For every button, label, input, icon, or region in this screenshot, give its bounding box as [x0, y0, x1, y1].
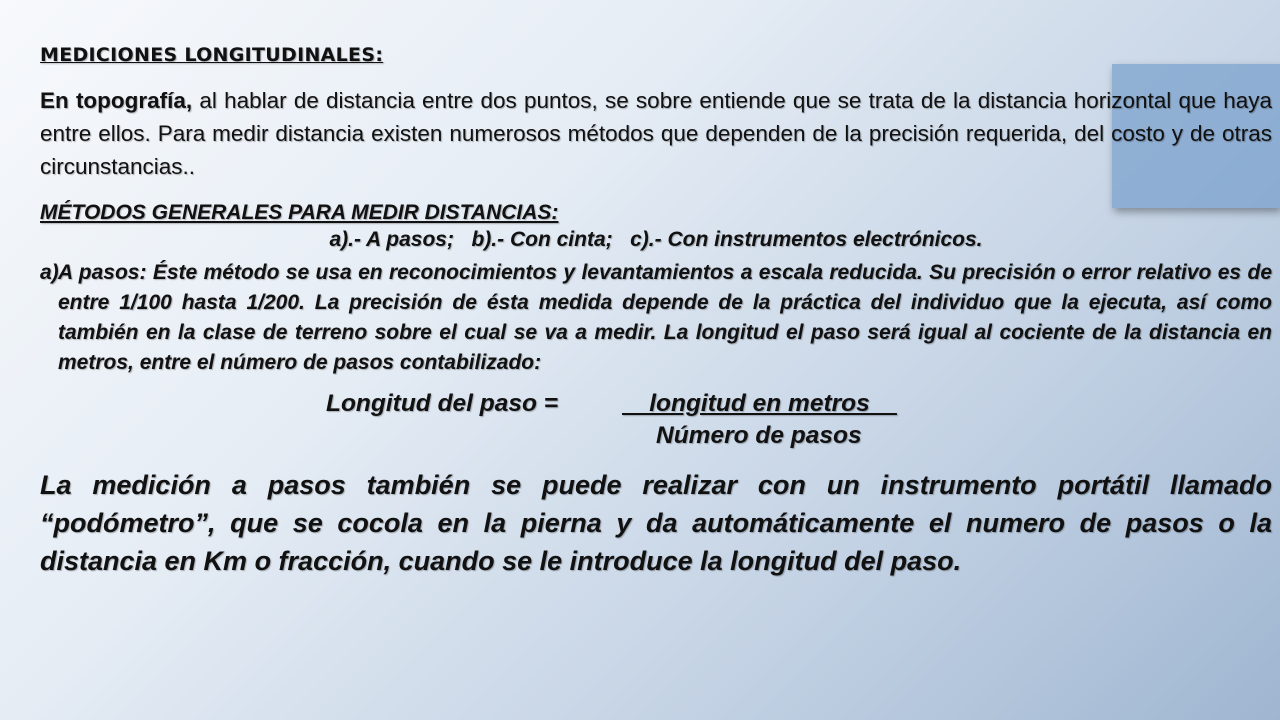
formula-lhs: Longitud del paso =	[326, 390, 559, 417]
slide-content	[40, 44, 1272, 580]
method-a-item	[40, 258, 1272, 378]
step-length-formula	[40, 390, 1272, 456]
method-a-marker: a)	[40, 261, 59, 284]
intro-paragraph	[40, 84, 1272, 183]
section-heading: MEDICIONES LONGITUDINALES:	[40, 44, 384, 66]
conclusion-paragraph: La medición a pasos también se puede realizar con un instrumento portátil llamado “podómetro”, que se cocola en la pierna y da automáticamente el numero de pasos o la distancia en Km o fracción, cuando se le introduce la longitud del paso.	[40, 470, 1272, 576]
formula-numerator: longitud en metros	[622, 390, 897, 417]
intro-lead: En topografía,	[40, 88, 193, 113]
intro-text: al hablar de distancia entre dos puntos, se sobre entiende que se trata de la distancia horizontal que haya entre ellos. Para medir distancia existen numerosos métodos que dependen de la precisión requerida, del costo y de otras circunstancias..	[40, 88, 1273, 179]
method-a-text: A pasos: Éste método se usa en reconocimientos y levantamientos a escala reducida. Su precisión o error relativo es de entre 1/100 hasta 1/200. La precisión de ésta medida depende de la práctica del individuo que la ejecuta, así como también en la clase de terreno sobre el cual se va a medir. La longitud el paso será igual al cociente de la distancia en metros, entre el número de pasos contabilizado:	[58, 261, 1272, 374]
methods-heading: MÉTODOS GENERALES PARA MEDIR DISTANCIAS:	[40, 201, 559, 224]
methods-list: a).- A pasos; b).- Con cinta; c).- Con instrumentos electrónicos.	[329, 228, 983, 251]
formula-denominator: Número de pasos	[656, 422, 862, 449]
